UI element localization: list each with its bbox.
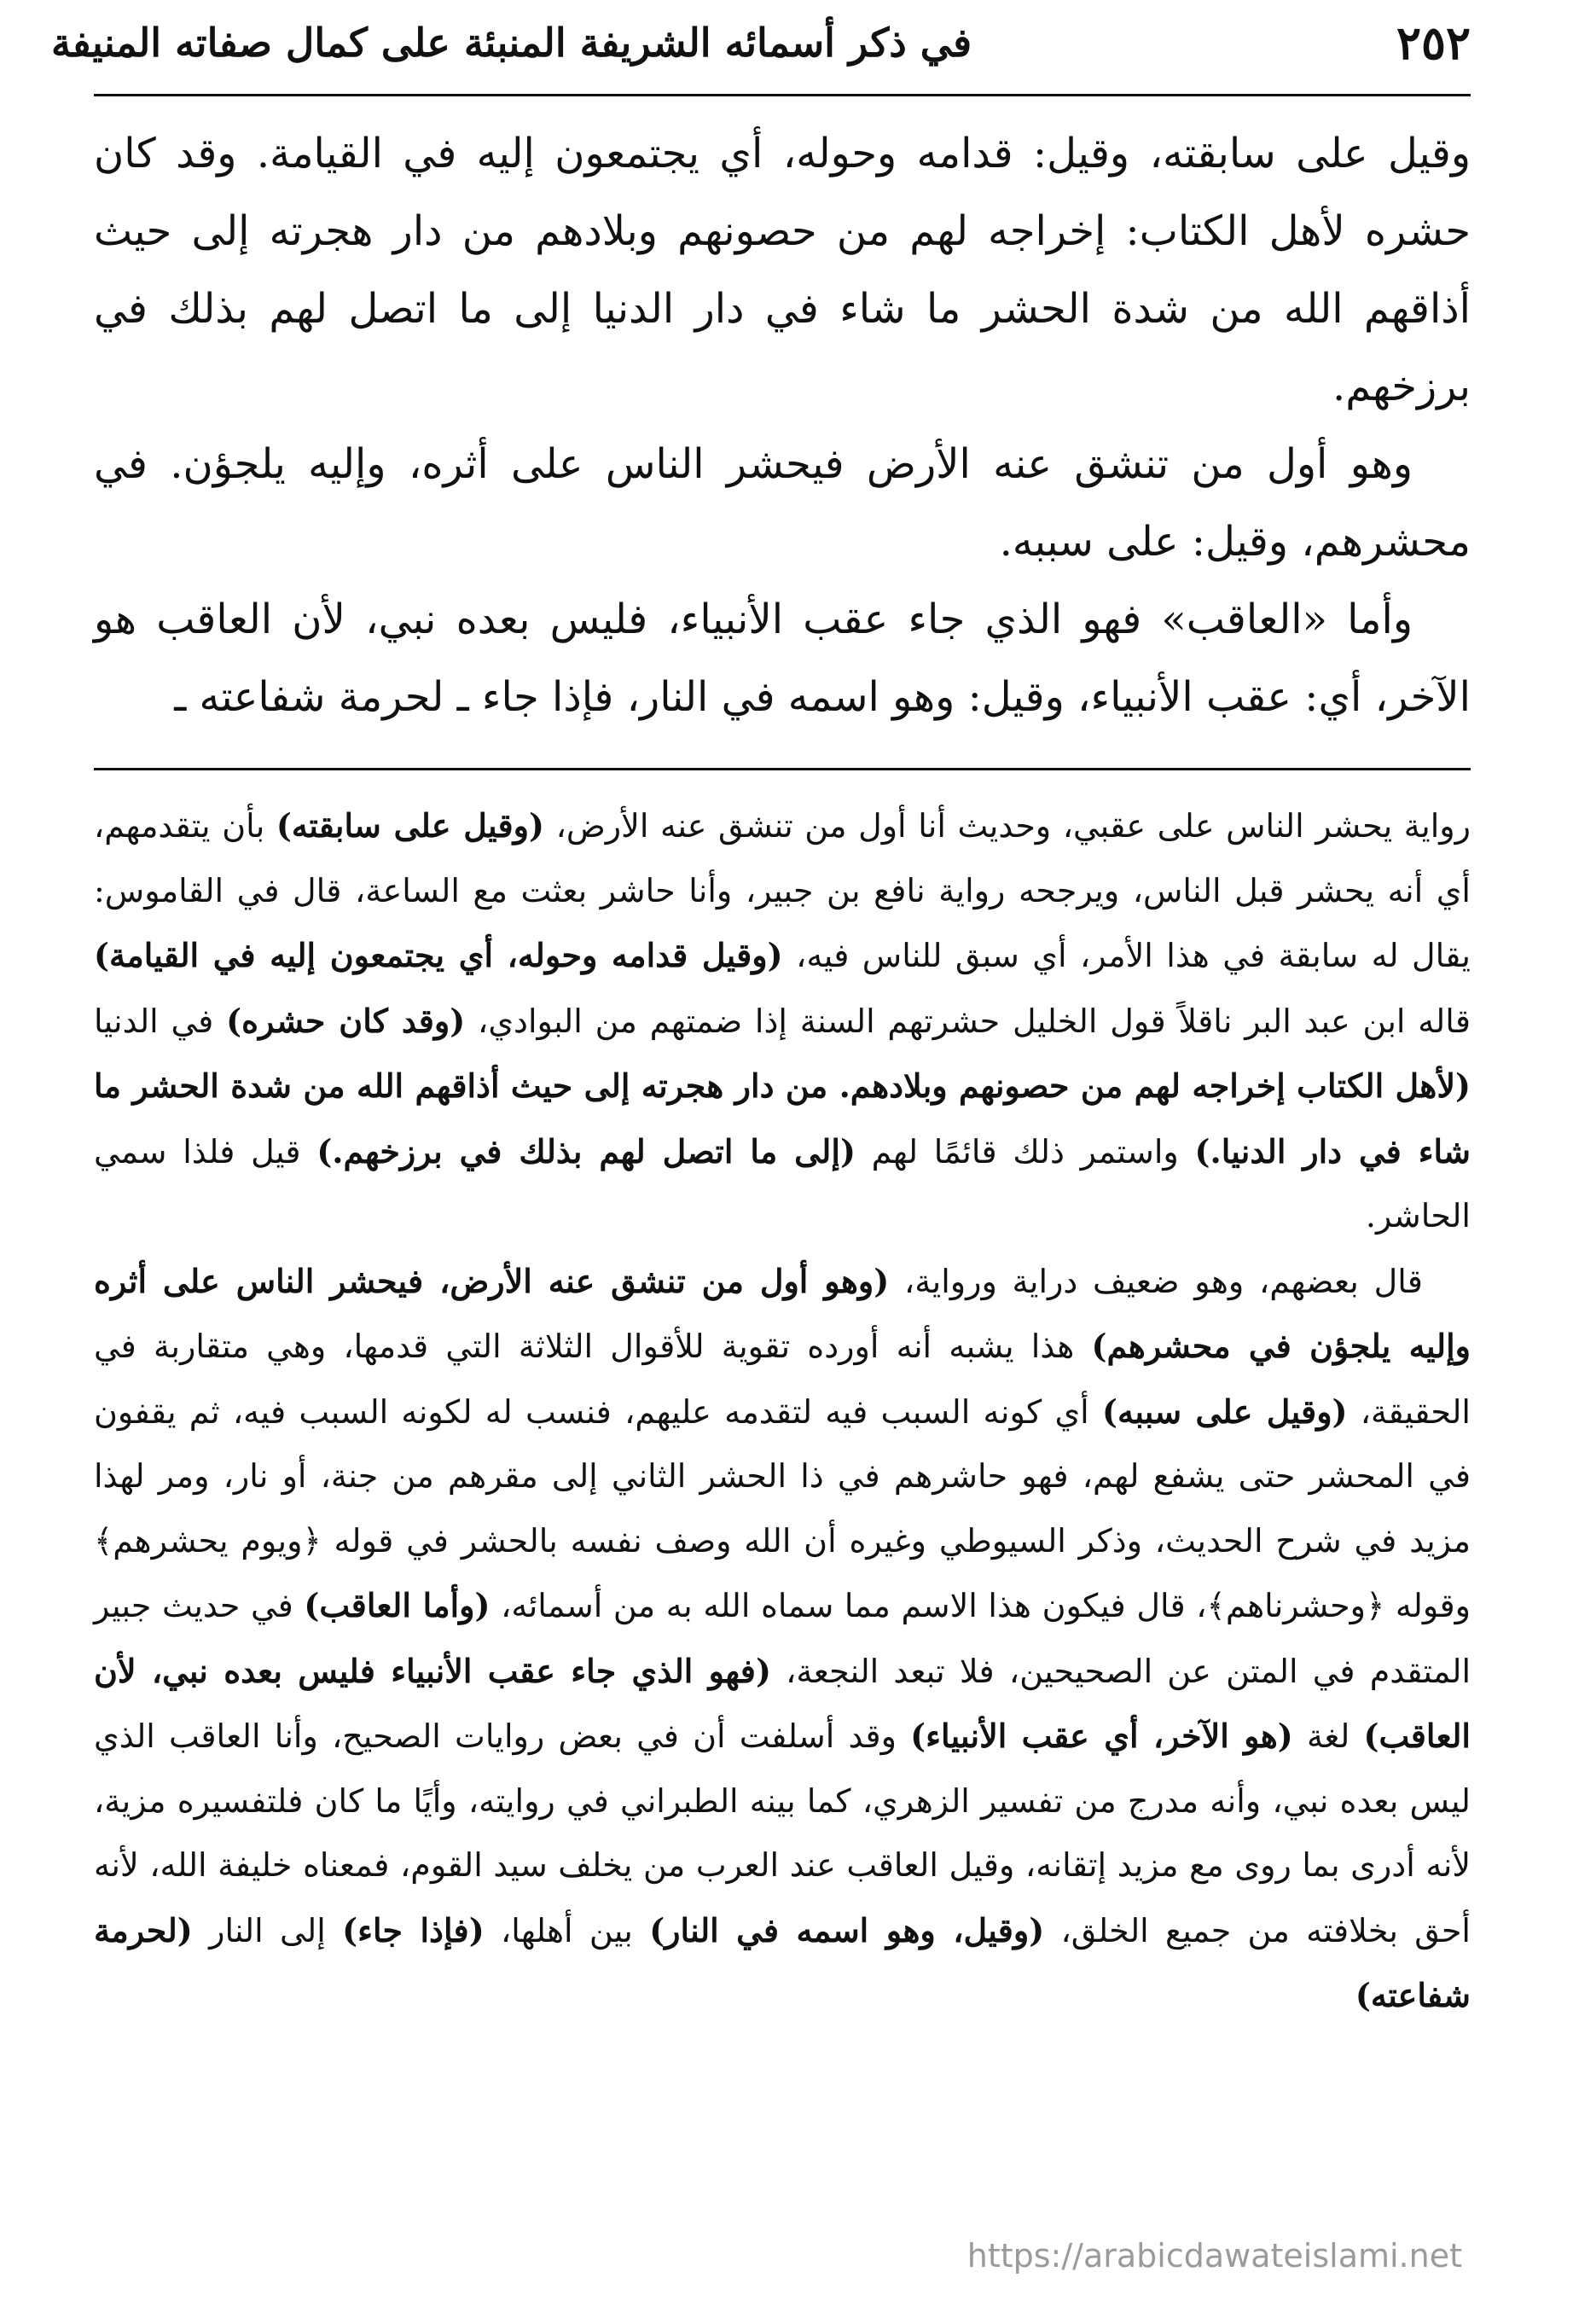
- commentary-text-run: واستمر ذلك قائمًا لهم: [855, 1132, 1195, 1171]
- commentary-text-run: لغة: [1292, 1717, 1364, 1755]
- commentary-text-run: رواية يحشر الناس على عقبي، وحديث أنا أول من تنشق عنه الأرض،: [544, 807, 1471, 845]
- main-paragraph: وهو أول من تنشق عنه الأرض فيحشر الناس على أثره، وإليه يلجؤن. في محشرهم، وقيل: على سببه.: [94, 440, 1471, 566]
- quoted-lemma: (وقيل قدامه وحوله، أي يجتمعون إليه في القيامة): [94, 936, 783, 974]
- commentary-text-run: قيل فلذا سمي الحاشر.: [94, 1132, 1471, 1235]
- commentary-paragraph: [94, 793, 1471, 1249]
- quoted-lemma: (وقيل على سببه): [1101, 1391, 1348, 1431]
- quoted-lemma: (إلى ما اتصل لهم بذلك في برزخهم.): [316, 1131, 856, 1171]
- commentary-text-run: في الدنيا: [94, 1002, 227, 1040]
- quoted-lemma: (فإذا جاء): [342, 1910, 485, 1949]
- commentary-text: [94, 793, 1471, 2029]
- commentary-text-run: هذا يشبه أنه أورده تقوية للأقوال الثلاثة التي قدمها، وهي متقاربة في الحقيقة،: [94, 1328, 1471, 1431]
- main-paragraph: وقيل على سابقته، وقيل: قدامه وحوله، أي يجتمعون إليه في القيامة. وقد كان حشره لأهل الكتاب: إخراجه لهم من حصونهم وبلادهم من دار هجرته إلى حيث أذاقهم الله من شدة الحشر ما شاء في دار الدنيا إلى ما اتصل لهم بذلك في برزخهم.: [94, 130, 1471, 410]
- quoted-lemma: (وقيل، وهو اسمه في النار): [649, 1910, 1045, 1949]
- commentary-text-run: إلى النار: [192, 1911, 343, 1949]
- quoted-lemma: (فهو الذي جاء عقب الأنبياء فليس بعده نبي، لأن العاقب): [94, 1651, 1471, 1755]
- commentary-text-run: في حديث جبير المتقدم في المتن عن الصحيحين، فلا تبعد النجعة،: [94, 1587, 1471, 1690]
- commentary-text-run: بين أهلها،: [484, 1911, 650, 1949]
- commentary-text-run: قال بعضهم، وهو ضعيف دراية ورواية،: [889, 1262, 1423, 1300]
- header-rule: [94, 94, 1471, 96]
- page-number: ٢٥٢: [1396, 15, 1471, 70]
- quoted-lemma: (لحرمة شفاعته): [94, 1910, 1471, 2014]
- quoted-lemma: (وقيل على سابقته): [276, 806, 545, 845]
- commentary-rule: [94, 768, 1471, 770]
- commentary-text-run: قاله ابن عبد البر ناقلاً قول الخليل حشرتهم السنة إذا ضمتهم من البوادي،: [465, 1002, 1471, 1040]
- quoted-lemma: (لأهل الكتاب إخراجه لهم من حصونهم وبلادهم. من دار هجرته إلى حيث أذاقهم الله من شدة الحشر ما شاء في دار الدنيا.): [94, 1066, 1471, 1171]
- main-paragraph: وأما «العاقب» فهو الذي جاء عقب الأنبياء، فليس بعده نبي، لأن العاقب هو الآخر، أي: عقب الأنبياء، وقيل: وهو اسمه في النار، فإذا جاء ـ لحرمة شفاعته ـ: [94, 596, 1471, 721]
- quoted-lemma: (وقد كان حشره): [226, 1001, 466, 1040]
- quoted-lemma: (وهو أول من تنشق عنه الأرض، فيحشر الناس على أثره وإليه يلجؤن في محشرهم): [94, 1261, 1471, 1365]
- quoted-lemma: (وأما العاقب): [304, 1586, 490, 1624]
- website-watermark: https://arabicdawateislami.net: [966, 2237, 1462, 2275]
- commentary-text-run: أي كونه السبب فيه لتقدمه عليهم، فنسب له لكونه السبب فيه، ثم يقفون في المحشر حتى يشفع لهم، فهو حاشرهم في ذا الحشر الثاني إلى مقرهم من جنة، أو نار، ومر لهذا مزيد في شرح الحديث، وذكر السيوطي وغيره أن الله وصف نفسه بالحشر في قوله ﴿ويوم يحشرهم﴾ وقوله ﴿وحشرناهم﴾، قال فيكون هذا الاسم مما سماه الله به من أسمائه،: [94, 1392, 1471, 1624]
- commentary-text-run: وقد أسلفت أن في بعض روايات الصحيح، وأنا العاقب الذي ليس بعده نبي، وأنه مدرج من تفسير الزهري، كما بينه الطبراني في روايته، وأيًا ما كان فلتفسيره مزية، لأنه أدرى بما روى مع مزيد إتقانه، وقيل العاقب عند العرب من يخلف سيد القوم، فمعناه خليفة الله، لأنه أحق بخلافته من جميع الخلق،: [94, 1717, 1471, 1949]
- commentary-text-run: بأن يتقدمهم، أي أنه يحشر قبل الناس، ويرجحه رواية نافع بن جبير، وأنا حاشر بعثت مع الساعة، قال في القاموس: يقال له سابقة في هذا الأمر، أي سبق للناس فيه،: [94, 807, 1471, 974]
- running-title: في ذكر أسمائه الشريفة المنبئة على كمال صفاته المنيفة: [51, 20, 972, 66]
- commentary-paragraph: [94, 1249, 1471, 2029]
- page-header: [51, 0, 1471, 85]
- quoted-lemma: (هو الآخر، أي عقب الأنبياء): [910, 1717, 1293, 1755]
- main-text: [94, 115, 1471, 736]
